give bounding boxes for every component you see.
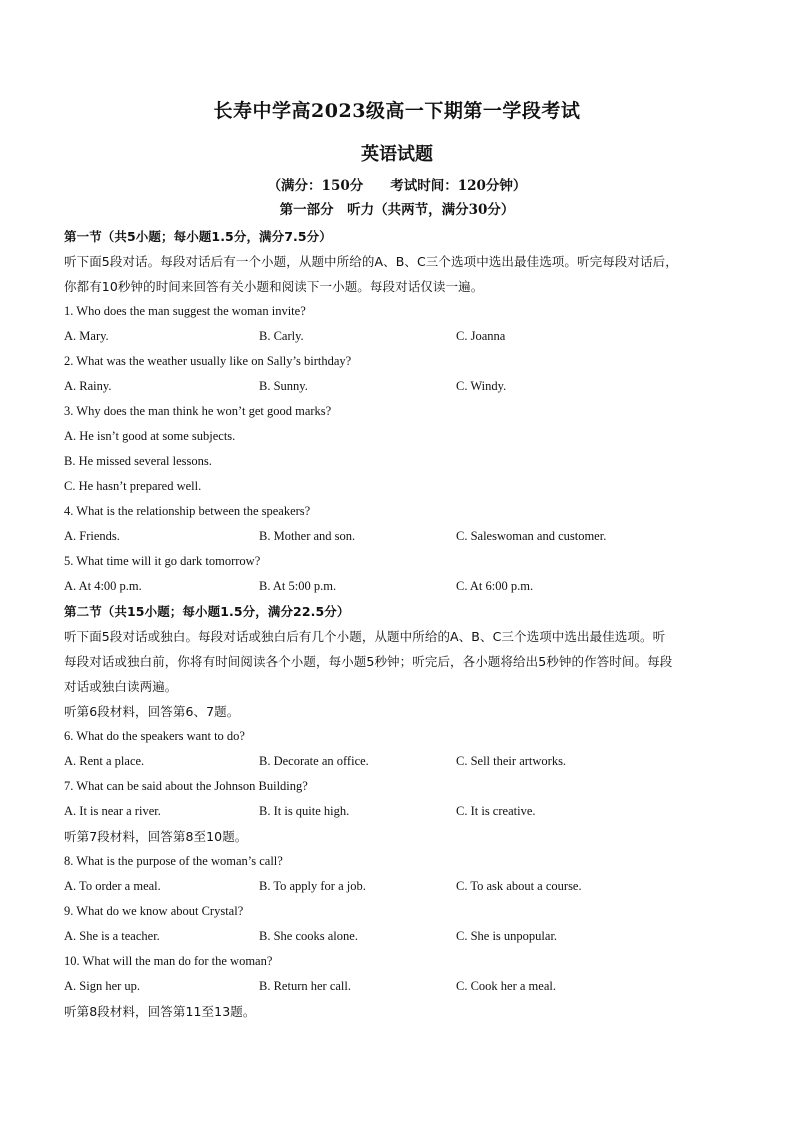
question-text: 2. What was the weather usually like on Sally’s birthday? (64, 354, 352, 368)
section1-instruction-line: 你都有10秒钟的时间来回答有关小题和阅读下一小题。每段对话仅读一遍。 (64, 279, 484, 294)
option-a: A. Friends. (64, 529, 120, 543)
question-options (64, 924, 734, 949)
option-a: A. She is a teacher. (64, 929, 160, 943)
option-c: C. He hasn’t prepared well. (64, 479, 202, 493)
question-options (64, 874, 734, 899)
option-a: A. Rent a place. (64, 754, 145, 768)
question-options (64, 574, 734, 599)
question-options (64, 324, 734, 349)
question-text: 3. Why does the man think he won’t get good marks? (64, 404, 332, 418)
option-b: B. At 5:00 p.m. (259, 579, 337, 593)
exam-content (64, 224, 734, 1024)
question-options (64, 799, 734, 824)
question-text: 8. What is the purpose of the woman’s call? (64, 854, 283, 868)
option-b: B. Carly. (259, 329, 304, 343)
option-c: C. Cook her a meal. (456, 979, 556, 993)
part-heading: 第一部分 听力（共两节，满分30分） (279, 202, 515, 218)
material-note: 听第6段材料，回答第6、7题。 (64, 704, 240, 719)
question-text: 10. What will the man do for the woman? (64, 954, 273, 968)
question-text: 4. What is the relationship between the speakers? (64, 504, 311, 518)
section1-instruction-line: 听下面5段对话。每段对话后有一个小题，从题中所给的A、B、C三个选项中选出最佳选项。听完每段对话后， (64, 254, 678, 269)
option-c: C. It is creative. (456, 804, 536, 818)
question-text: 1. Who does the man suggest the woman invite? (64, 304, 306, 318)
question-text: 5. What time will it go dark tomorrow? (64, 554, 261, 568)
option-a: A. Mary. (64, 329, 109, 343)
question-options (64, 974, 734, 999)
option-a: A. Rainy. (64, 379, 112, 393)
option-b: B. He missed several lessons. (64, 454, 212, 468)
option-a: A. At 4:00 p.m. (64, 579, 142, 593)
question-options (64, 374, 734, 399)
question-options (64, 749, 734, 774)
question-text: 7. What can be said about the Johnson Building? (64, 779, 308, 793)
option-a: A. Sign her up. (64, 979, 141, 993)
section2-instruction-line: 每段对话或独白前，你将有时间阅读各个小题，每小题5秒钟；听完后，各小题将给出5秒钟的作答时间。每段 (64, 654, 673, 669)
option-c: C. To ask about a course. (456, 879, 582, 893)
option-c: C. Windy. (456, 379, 507, 393)
question-options (64, 524, 734, 549)
section2-instruction-line: 听下面5段对话或独白。每段对话或独白后有几个小题，从题中所给的A、B、C三个选项中选出最佳选项。听 (64, 629, 666, 644)
material-note: 听第8段材料，回答第11至13题。 (64, 1004, 256, 1019)
option-c: C. Sell their artworks. (456, 754, 567, 768)
option-b: B. Sunny. (259, 379, 308, 393)
option-a: A. It is near a river. (64, 804, 161, 818)
option-b: B. To apply for a job. (259, 879, 366, 893)
option-c: C. At 6:00 p.m. (456, 579, 534, 593)
section2-instruction-line: 对话或独白读两遍。 (64, 679, 178, 694)
section1-heading: 第一节（共5小题；每小题1.5分，满分7.5分） (64, 229, 332, 244)
option-b: B. Decorate an office. (259, 754, 369, 768)
option-b: B. She cooks alone. (259, 929, 358, 943)
option-c: C. She is unpopular. (456, 929, 558, 943)
question-text: 9. What do we know about Crystal? (64, 904, 244, 918)
option-a: A. To order a meal. (64, 879, 161, 893)
section2-heading: 第二节（共15小题；每小题1.5分，满分22.5分） (64, 604, 350, 619)
option-c: C. Joanna (456, 329, 506, 343)
question-text: 6. What do the speakers want to do? (64, 729, 245, 743)
exam-subtitle: 英语试题 (361, 144, 433, 165)
material-note: 听第7段材料，回答第8至10题。 (64, 829, 248, 844)
exam-title: 长寿中学高2023级高一下期第一学段考试 (213, 100, 581, 122)
exam-meta: （满分：150分 考试时间：120分钟） (267, 178, 527, 194)
option-b: B. Return her call. (259, 979, 351, 993)
option-a: A. He isn’t good at some subjects. (64, 429, 236, 443)
option-b: B. It is quite high. (259, 804, 350, 818)
option-b: B. Mother and son. (259, 529, 356, 543)
option-c: C. Saleswoman and customer. (456, 529, 607, 543)
